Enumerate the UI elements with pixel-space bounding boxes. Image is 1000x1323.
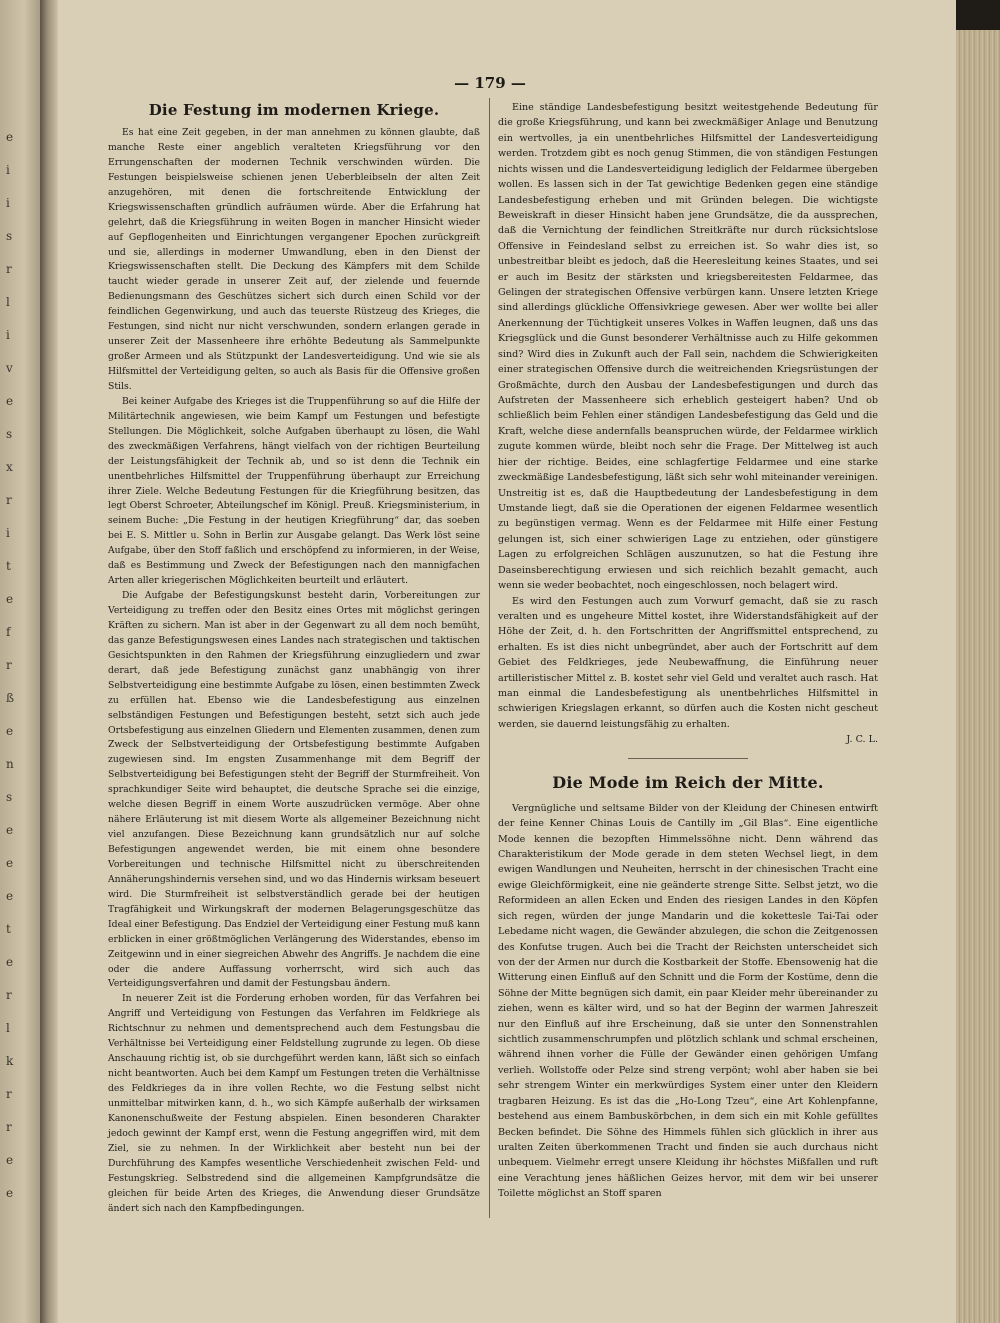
margin-letter: r	[6, 658, 12, 672]
article-title-mode: Die Mode im Reich der Mitte.	[552, 772, 824, 792]
left-column	[108, 100, 480, 1216]
article-title-festung: Die Festung im modernen Kriege.	[148, 101, 440, 119]
article-paragraph: Die Aufgabe der Befestigungskunst besteht darin, Vorbereitungen zur Verteidigung zu treffen oder den Besitz eines Ortes mit möglichst geringen Kräften zu sichern. Man ist aber in der Gegenwart zu all dem noch bemüht, das ganze Befestigungswesen eines Landes nach strategischen und taktischen Gesichtspunkten in den Rahmen der Kriegsführung einzugliedern und zwar derart, daß jede Befestigung zunächst ganz unabhängig von ihrer Selbstverteidigung eine bestimmte Aufgabe zu lösen, einen bestimmten Zweck zu erfüllen hat. Ebenso wie die Landesbefestigung aus einzelnen selbständigen Festungen und Befestigungen besteht, setzt sich auch jede Ortsbefestigung aus einzelnen Gliedern und Elementen zusammen, denen zum Zweck der Selbstverteidigung der Ortsbefestigung bestimmte Aufgaben zugewiesen sind. Im engsten Zusammenhange mit dem Begriff der Selbstverteidigung bei Befestigungen steht der Begriff der Sturmfreiheit. Von sprachkundiger Seite wird behauptet, die deutsche Sprache sei die einzige, welche diesen Begriff in einem Worte auszudrücken vermöge. Aber ohne nähere Erläuterung ist mit diesem Worte als allgemeiner Bezeichnung nicht viel anzufangen. Diese Bezeichnung kann grundsätzlich nur auf solche Befestigungen angewendet werden, bie mit einem ohne besondere Vorbereitungen und technische Hilfsmittel nicht zu überschreitenden Annäherungshindernis versehen sind, und wo das Hindernis wirksam beseuert wird. Die Sturmfreiheit ist selbstverständlich gerade bei der heutigen Tragfähigkeit und Wirkungskraft der modernen Belagerungsgeschütze das Ideal einer Befestigung. Das Endziel der Verteidigung einer Festung muß kann erblicken in einer größtmöglichen Verlängerung des Widerstandes, ebenso im Zeitgewinn und in einer siegreichen Abwehr des Angriffs. Je nachdem die eine oder die andere Auffassung vorherrscht, wird sich auch das Verteidigungsverfahren und damit der Festungsbau ändern.	[108, 590, 480, 990]
margin-letter: e	[6, 1186, 14, 1200]
margin-letter: x	[6, 460, 13, 474]
article-signature: J. C. L.	[846, 734, 878, 746]
margin-letter: ß	[6, 691, 15, 705]
margin-letter: s	[6, 229, 13, 243]
margin-letter: r	[6, 1087, 12, 1101]
right-column	[498, 100, 878, 1202]
book-gutter	[40, 0, 58, 1323]
margin-letter: i	[6, 196, 10, 210]
margin-letter: i	[6, 163, 10, 177]
margin-letter: t	[6, 559, 11, 573]
margin-letter: e	[6, 889, 14, 903]
margin-letter: l	[6, 295, 10, 309]
margin-letter: i	[6, 526, 10, 540]
margin-letter: f	[6, 625, 11, 639]
article-paragraph: Es wird den Festungen auch zum Vorwurf gemacht, daß sie zu rasch veralten und es ungeheure Mittel kostet, ihre Widerstandsfähigkeit auf der Höhe der Zeit, d. h. den Fortschritten der Angriffsmittel entsprechend, zu erhalten. Es ist dies nicht unbegründet, aber auch der Fortschritt auf dem Gebiet des Feldkrieges, jede Neubewaffnung, die Einführung neuer artilleristischer Mittel z. B. kostet sehr viel Geld und veraltet auch rasch. Hat man einmal die Landesbefestigung als unentbehrliches Hilfsmittel in schwierigen Kriegslagen erkannt, so dürfen auch die Kosten nicht gescheut werden, sie dauernd leistungsfähig zu erhalten.	[498, 595, 878, 730]
margin-letter: e	[6, 856, 14, 870]
margin-letter: r	[6, 988, 12, 1002]
column-divider	[489, 98, 490, 1218]
margin-letter: e	[6, 823, 14, 837]
margin-letter: e	[6, 1153, 14, 1167]
article-paragraph: Eine ständige Landesbefestigung besitzt weitestgehende Bedeutung für die große Kriegsführung, und kann bei zweckmäßiger Anlage und Benutzung ein wertvolles, ja ein unentbehrliches Hilfsmittel der Landesverteidigung werden. Trotzdem gibt es noch genug Stimmen, die von ständigen Festungen nichts wissen und die Landesverteidigung lediglich der Feldarmee übergeben wollen. Es lassen sich in der Tat gewichtige Bedenken gegen eine ständige Landesbefestigung erheben und mit Gründen belegen. Die wichtigste Beweiskraft in dieser Hinsicht haben jene Grundsätze, die da aussprechen, daß die Vernichtung der feindlichen Streitkräfte nur durch rücksichtslose Offensive in Feindesland selbst zu erreichen ist. So wahr dies ist, so unbestreitbar bleibt es jedoch, daß die Heeresleitung keines Staates, und sei er auch im Besitz der stärksten und kriegsbereitesten Feldarmee, das Gelingen der strategischen Offensive verbürgen kann. Unsere letzten Kriege sind allerdings glückliche Offensivkriege gewesen. Aber wer wollte bei aller Anerkennung der Tüchtigkeit unseres Volkes in Waffen leugnen, daß uns das Kriegsglück und die Gunst besonderer Verhältnisse auch zu Hilfe gekommen sind? Wird dies in Zukunft auch der Fall sein, nachdem die Schwierigkeiten einer strategischen Offensive durch die weitreichenden Kriegsrüstungen der Großmächte, durch den Ausbau der Landesbefestigungen und durch das Aufstreten der Massenheere sich erheblich gesteigert haben? Und ob schließlich beim Fehlen einer ständigen Landesbefestigung das Geld und die Kraft, welche diese andernfalls beanspruchen würde, der Feldarmee wirklich zugute kommen würde, bleibt noch sehr die Frage. Der Mittelweg ist auch hier der richtige. Beides, eine schlagfertige Feldarmee und eine starke zweckmäßige Landesbefestigung, läßt sich sehr wohl miteinander vereinigen. Unstreitig ist es, daß die Hauptbedeutung der Landesbefestigung in dem Umstande liegt, daß sie die Operationen der eigenen Feldarmee wesentlich zu begünstigen vermag. Wenn es der Feldarmee mit Hilfe einer Festung gelungen ist, sich einer schwierigen Lage zu entziehen, oder günstigere Lagen zu erfolgreichen Schlägen auszunutzen, so hat die Festung ihre Daseinsberechtigung erwiesen und sich reichlich bezahlt gemacht, auch wenn sie weder beobachtet, noch eingeschlossen, noch belagert wird.	[498, 102, 878, 592]
margin-letter: r	[6, 262, 12, 276]
previous-page-edge	[0, 0, 40, 1323]
margin-letter: s	[6, 790, 13, 804]
article-paragraph: Bei keiner Aufgabe des Krieges ist die Truppenführung so auf die Hilfe der Militärtechnik angewiesen, wie beim Kampf um Festungen und befestigte Stellungen. Die Möglichkeit, solche Aufgaben überhaupt zu lösen, die Wahl des zweckmäßigen Verfahrens, hängt vielfach von der richtigen Beurteilung der Leistungsfähigkeit der Technik ab, und so ist denn die Technik ein unentbehrliches Hilfsmittel der Truppenführung überhaupt zur Erreichung ihrer Ziele. Welche Bedeutung Festungen für die Kriegführung besitzen, das legt Oberst Schroeter, Abteilungschef im Königl. Preuß. Kriegsministerium, in seinem Buche: „Die Festung in der heutigen Kriegführung“ dar, das soeben bei E. S. Mittler u. Sohn in Berlin zur Ausgabe gelangt. Das Werk löst seine Aufgabe, über den Stoff faßlich und erschöpfend zu informieren, in der Weise, daß es Bestimmung und Zweck der Befestigungen nach den mannigfachen Arten aller kriegerischen Möglichkeiten beurteilt und erläutert.	[108, 395, 480, 587]
margin-letter: t	[6, 922, 11, 936]
margin-letter: r	[6, 1120, 12, 1134]
margin-letter: v	[6, 361, 13, 375]
margin-letter: r	[6, 493, 12, 507]
margin-letter: e	[6, 592, 14, 606]
page-stack-edge	[956, 0, 1000, 1323]
margin-letter: s	[6, 427, 13, 441]
margin-letter: i	[6, 328, 10, 342]
article-paragraph: Vergnügliche und seltsame Bilder von der Kleidung der Chinesen entwirft der feine Kenner Chinas Louis de Cantilly im „Gil Blas“. Eine eigentliche Mode kennen die bezopften Himmelssöhne nicht. Denn während das Charakteristikum der Mode gerade in dem steten Wechsel liegt, in dem ewigen Wandlungen und Neuheiten, herrscht in der chinesischen Tracht eine ewige Gleichförmigkeit, eine nie geänderte strenge Sitte. Selbst jetzt, wo die Reformideen an allen Ecken und Enden des riesigen Landes in den Köpfen sich regen, würden der junge Mandarin und die kokettesle Tai-Tai oder Lebedame nicht wagen, die Gewänder abzulegen, die schon die Zeitgenossen des Konfutse trugen. Auch bei die Tracht der Reichsten unterscheidet sich von der der Armen nur durch die Kostbarkeit der Stoffe. Ebensowenig hat die Witterung einen Einfluß auf den Schnitt und die Form der Kostüme, denn die Söhne der Mitte begnügen sich damit, ein paar Kleider mehr übereinander zu ziehen, wenn es kälter wird, und so hat der Beginn der warmen Jahreszeit nur den Einfluß auf ihre Erscheinung, daß sie unter den Sonnenstrahlen sichtlich zusammenschrumpfen und plötzlich schlank und schmal erscheinen, während ihnen vorher die Fülle der Gewänder einen gehörigen Umfang verlieh. Wollstoffe oder Pelze sind streng verpönt; wohl aber haben sie bei sehr strengem Winter ein merkwürdiges System einer unter den Kleidern tragbaren Heizung. Es ist das die „Ho-Long Tzeu“, eine Art Kohlenpfanne, bestehend aus einem Bambuskörbchen, in dem sich ein mit Kohle gefülltes Becken befindet. Die Söhne des Himmels fühlen sich glücklich in ihrer aus uralten Zeiten überkommenen Tracht und finden sie auch durchaus nicht unbequem. Vielmehr erregt unsere Kleidung ihr höchstes Mißfallen und ruft eine Verachtung jenes häßlichen Geizes hervor, mit dem wir bei unserer Toilette möglichst an Stoff sparen	[498, 802, 878, 1200]
margin-letter: l	[6, 1021, 10, 1035]
article-paragraph: In neuerer Zeit ist die Forderung erhoben worden, für das Verfahren bei Angriff und Verteidigung von Festungen das Verfahren im Feldkriege als Richtschnur zu nehmen und dementsprechend auch dem Festungsbau die Verhältnisse bei Verteidigung einer Feldstellung zugrunde zu legen. Ob diese Anschauung richtig ist, ob sie durchgeführt werden kann, läßt sich so einfach nicht beantworten. Auch bei dem Kampf um Festungen treten die Verhältnisse des Feldkrieges da in ihre vollen Rechte, wo die Festung selbst nicht unmittelbar mitwirken kann, d. h., wo sich Kämpfe außerhalb der wirksamen Kanonenschußweite der Festung abspielen. Einen besonderen Charakter jedoch gewinnt der Kampf erst, wenn die Festung angegriffen wird, mit dem Ziel, sie zu nehmen. In der Wirklichkeit aber besteht nun bei der Durchführung des Kampfes wesentliche Verschiedenheit zwischen Feld- und Festungskrieg. Selbstredend sind die allgemeinen Kampfgrundsätze die gleichen für beide Arten des Krieges, die Anwendung dieser Grundsätze ändert sich nach den Kampfbedingungen.	[108, 993, 480, 1214]
margin-letter: k	[6, 1054, 14, 1068]
margin-letter: e	[6, 724, 14, 738]
article-separator	[628, 758, 748, 759]
margin-letter: e	[6, 394, 14, 408]
margin-letter: n	[6, 757, 14, 771]
margin-letter: e	[6, 130, 14, 144]
article-paragraph: Es hat eine Zeit gegeben, in der man annehmen zu können glaubte, daß manche Reste einer angeblich veralteten Kriegsführung vor den Errungenschaften der modernen Technik verschwinden würden. Die Festungen beispielsweise schienen jenen Ueberbleibseln der alten Zeit anzugehören, mit denen die fortschreitende Entwicklung der Kriegswissenschaften gründlich aufräumen würde. Aber die Erfahrung hat gelehrt, daß die Kriegsführung in weiten Bogen in mancher Hinsicht wieder auf Gepflogenheiten und Einrichtungen vergangener Epochen zurückgreift und sie, allerdings in moderner Umwandlung, eben in den Dienst der Kriegswissenschaften stellt. Die Deckung des Kämpfers mit dem Schilde taucht wieder gerade in unserer Zeit auf, der zielende und feuernde Bedienungsmann des Geschützes sichert sich durch einen Schild vor der feindlichen Gegenwirkung, und auch das teuerste Rüstzeug des Krieges, die Festungen, sind nicht nur nicht verschwunden, sondern erlangen gerade in unserer Zeit der Massenheere ihre erhöhte Bedeutung als Sammelpunkte großer Armeen und als Stützpunkt der Landesverteidigung. Und wie sie als Hilfsmittel der Verteidigung gelten, so auch als Basis für die Offensive großen Stils.	[108, 127, 480, 392]
page-number: — 179 —	[454, 74, 526, 92]
margin-letter: e	[6, 955, 14, 969]
